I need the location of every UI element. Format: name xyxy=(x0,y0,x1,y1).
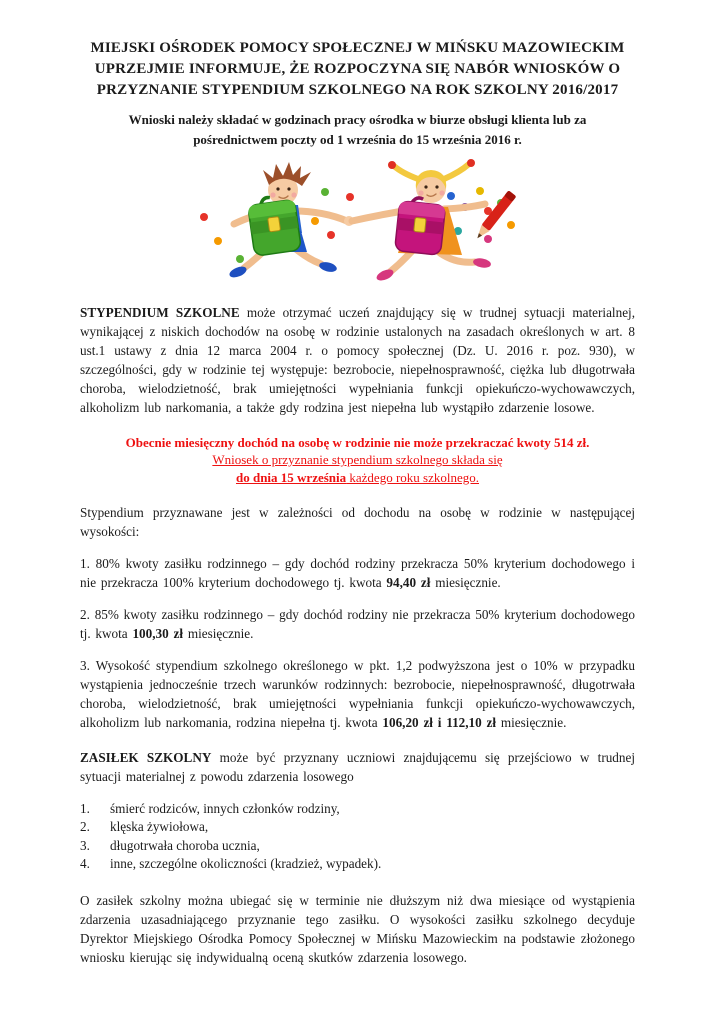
girl-backpack xyxy=(394,196,445,255)
list-item xyxy=(80,837,635,855)
list-item xyxy=(80,818,635,836)
notice-line-3: do dnia 15 września każdego roku szkolnego. xyxy=(235,469,479,485)
title-line-1: MIEJSKI OŚRODEK POMOCY SPOŁECZNEJ W MIŃSKU MAZOWIECKIM xyxy=(90,40,625,56)
stypendium-intro-paragraph: STYPENDIUM SZKOLNE może otrzymać uczeń znajdujący się w trudnej sytuacji materialnej, wynikającej z niskich dochodów na osobę w rodzinie ustalonych na zasadach określonych w art. 8 ust.1 ustawy z dnia 12 marca 2004 r. o pomocy społecznej (Dz. U. 2016 r. poz. 930), w szczególności, gdy w rodzinie tej występuje: bezrobocie, niepełnosprawność, ciężka lub długotrwała choroba, wielodzietność, brak umiejętności wypełniania funkcji opiekuńczo-wychowawczych, alkoholizm lub narkomania, a także gdy rodzina jest niepełna lub wystąpiło zdarzenie losowe. xyxy=(80,305,636,415)
braid-bow xyxy=(467,159,475,167)
subtitle-line-1: Wnioski należy składać w godzinach pracy ośrodka w biurze obsługi klienta lub za xyxy=(128,112,587,127)
list-item-number: 2. xyxy=(80,819,90,835)
title-line-3: PRZYZNANIE STYPENDIUM SZKOLNEGO NA ROK SZKOLNY 2016/2017 xyxy=(96,82,619,98)
list-item-text: inne, szczególne okoliczności (kradzież, wypadek). xyxy=(110,856,382,872)
amounts-intro-paragraph: Stypendium przyznawane jest w zależności od dochodu na osobę w rodzinie w następującej wysokości: xyxy=(80,504,635,539)
list-item-number: 3. xyxy=(80,837,90,853)
zasilek-reasons-list xyxy=(80,800,635,874)
amount-item-1: 1. 80% kwoty zasiłku rodzinnego – gdy dochód rodziny przekracza 50% kryterium dochodowego i nie przekracza 100% kryterium dochodowego tj. kwota 94,40 zł miesięcznie. xyxy=(80,555,635,590)
document-subtitle xyxy=(80,110,635,149)
title-line-2: UPRZEJMIE INFORMUJE, ŻE ROZPOCZYNA SIĘ NABÓR WNIOSKÓW O xyxy=(94,61,621,77)
list-item xyxy=(80,800,635,818)
amount-item-3: 3. Wysokość stypendium szkolnego określonego w pkt. 1,2 podwyższona jest o 10% w przypadku wystąpienia jednocześnie trzech warunków rodzinnych: bezrobocie, niepełnosprawność, długotrwała choroba, wielodzietność, brak umiejętności wypełniania funkcji opiekuńczo-wychowawczych, alkoholizm lub narkomania, rodzina niepełna tj. kwota 106,20 zł i 112,10 zł miesięcznie. xyxy=(80,657,635,730)
girl-figure xyxy=(352,159,516,283)
list-item-text: śmierć rodziców, innych członków rodziny, xyxy=(110,800,340,816)
income-notice xyxy=(80,434,635,486)
children-illustration xyxy=(80,159,635,291)
girl-braid xyxy=(394,166,418,179)
braid-bow xyxy=(388,161,396,169)
amount-item-2: 2. 85% kwoty zasiłku rodzinnego – gdy dochód rodziny nie przekracza 50% kryterium dochodowego tj. kwota 100,30 zł miesięcznie. xyxy=(80,606,635,641)
list-item-text: klęska żywiołowa, xyxy=(110,819,209,835)
boy-backpack xyxy=(247,194,301,256)
list-item-number: 1. xyxy=(80,800,90,816)
children-illustration-svg xyxy=(188,159,528,291)
list-item-text: długotrwała choroba ucznia, xyxy=(110,837,260,853)
zasilek-intro-paragraph: ZASIŁEK SZKOLNY może być przyznany uczniowi znajdującemu się przejściowo w trudnej sytuacji materialnej z powodu zdarzenia losowego xyxy=(80,749,636,784)
document-title xyxy=(80,38,635,101)
girl-braid xyxy=(444,164,469,179)
boy-figure xyxy=(227,162,353,280)
list-item xyxy=(80,855,635,873)
red-pencil xyxy=(473,190,516,241)
notice-line-1: Obecnie miesięczny dochód na osobę w rodzinie nie może przekraczać kwoty 514 zł. xyxy=(125,435,590,450)
zasilek-outro-paragraph: O zasiłek szkolny można ubiegać się w terminie nie dłuższym niż dwa miesiące od wystąpienia zdarzenia uzasadniającego przyznanie tego zasiłku. O wysokości zasiłku szkolnego decyduje Dyrektor Miejskiego Ośrodka Pomocy Społecznej w Mińsku Mazowieckim na podstawie złożonego wniosku kierując się indywidualną oceną skutków zdarzenia losowego. xyxy=(80,892,635,965)
list-item-number: 4. xyxy=(80,856,90,872)
notice-line-2: Wniosek o przyznanie stypendium szkolnego składa się xyxy=(212,452,503,468)
subtitle-line-2: pośrednictwem poczty od 1 września do 15 września 2016 r. xyxy=(193,131,522,147)
confetti-dots xyxy=(200,187,515,263)
